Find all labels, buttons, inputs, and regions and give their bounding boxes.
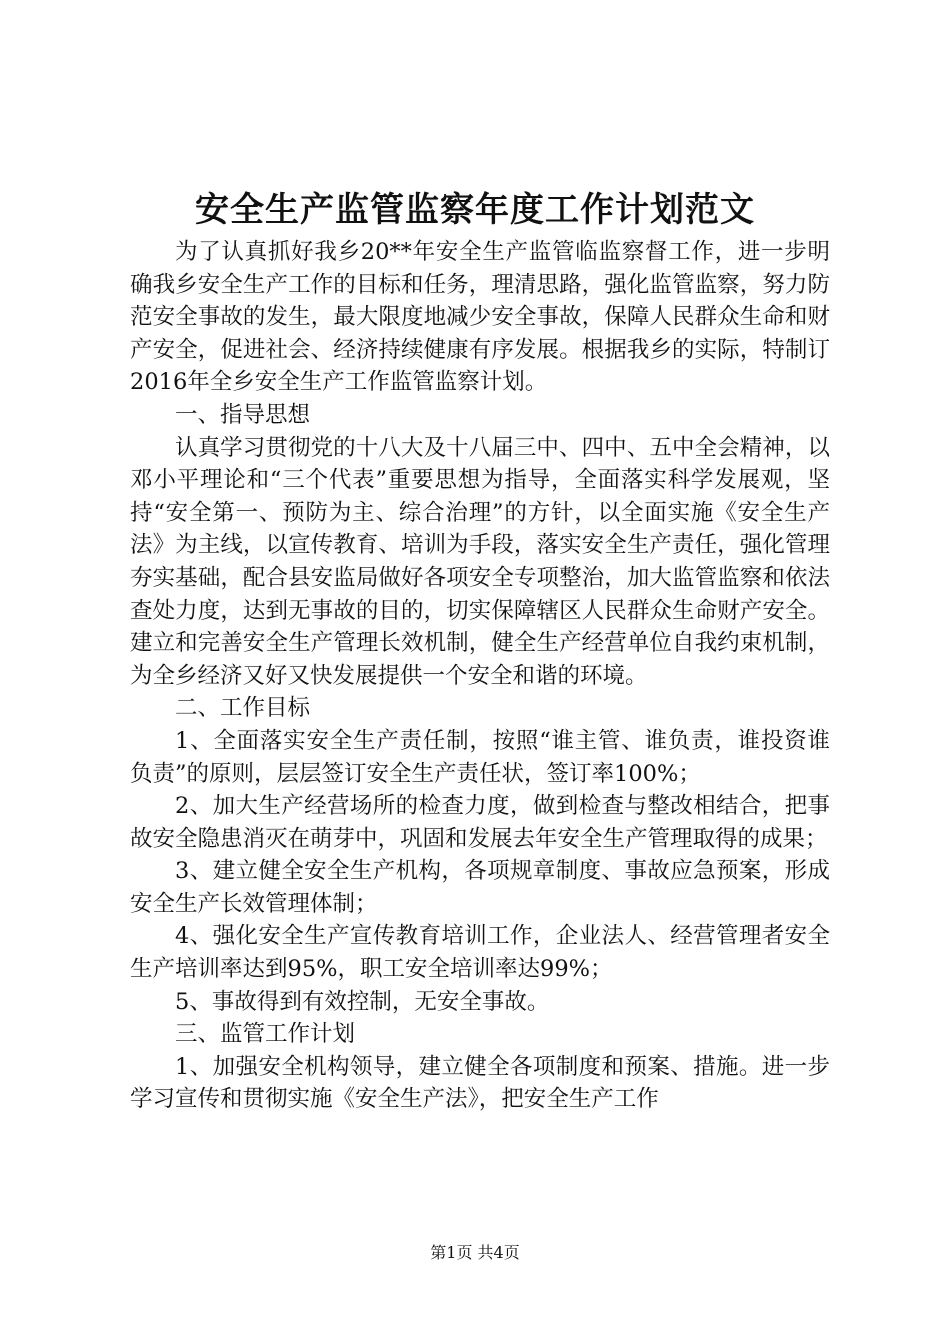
paragraph-plan-1: 1、加强安全机构领导，建立健全各项制度和预案、措施。进一步学习宣传和贯彻实施《安全生产法》，把安全生产工作	[130, 1053, 830, 1113]
paragraph-goal-4: 4、强化安全生产宣传教育培训工作，企业法人、经营管理者安全生产培训率达到95%，职工安全培训率达99%；	[130, 923, 830, 983]
page-number-footer: 第1页 共4页	[430, 1243, 520, 1262]
heading-work-goals: 二、工作目标	[175, 695, 311, 722]
paragraph-guiding-ideology: 认真学习贯彻党的十八大及十八届三中、四中、五中全会精神，以邓小平理论和“三个代表”重要思想为指导，全面落实科学发展观，坚持“安全第一、预防为主、综合治理”的方针，以全面实施《安全生产法》为主线，以宣传教育、培训为手段，落实安全生产责任，强化管理夯实基础，配合县安监局做好各项安全专项整治，加大监管监察和依法查处力度，达到无事故的目的，切实保障辖区人民群众生命财产安全。建立和完善安全生产管理长效机制，健全生产经营单位自我约束机制，为全乡经济又好又快发展提供一个安全和谐的环境。	[130, 434, 830, 689]
paragraph-goal-2: 2、加大生产经营场所的检查力度，做到检查与整改相结合，把事故安全隐患消灭在萌芽中，巩固和发展去年安全生产管理取得的成果；	[130, 793, 830, 852]
heading-supervision-plan: 三、监管工作计划	[175, 1021, 356, 1048]
paragraph-intro: 为了认真抓好我乡20**年安全生产监管临监察督工作，进一步明确我乡安全生产工作的目标和任务，理清思路，强化监管监察，努力防范安全事故的发生，最大限度地减少安全事故，保障人民群众生命和财产安全，促进社会、经济持续健康有序发展。根据我乡的实际，特制订2016年全乡安全生产工作监管监察计划。	[130, 239, 830, 396]
paragraph-goal-5: 5、事故得到有效控制，无安全事故。	[175, 988, 550, 1015]
paragraph-goal-3: 3、建立健全安全生产机构，各项规章制度、事故应急预案，形成安全生产长效管理体制；	[130, 858, 830, 917]
heading-guiding-ideology: 一、指导思想	[175, 401, 311, 428]
paragraph-goal-1: 1、全面落实安全生产责任制，按照“谁主管、谁负责，谁投资谁负责”的原则，层层签订安全生产责任状，签订率100%；	[130, 727, 830, 787]
document-body	[130, 236, 830, 1116]
document-title: 安全生产监管监察年度工作计划范文	[195, 190, 755, 230]
